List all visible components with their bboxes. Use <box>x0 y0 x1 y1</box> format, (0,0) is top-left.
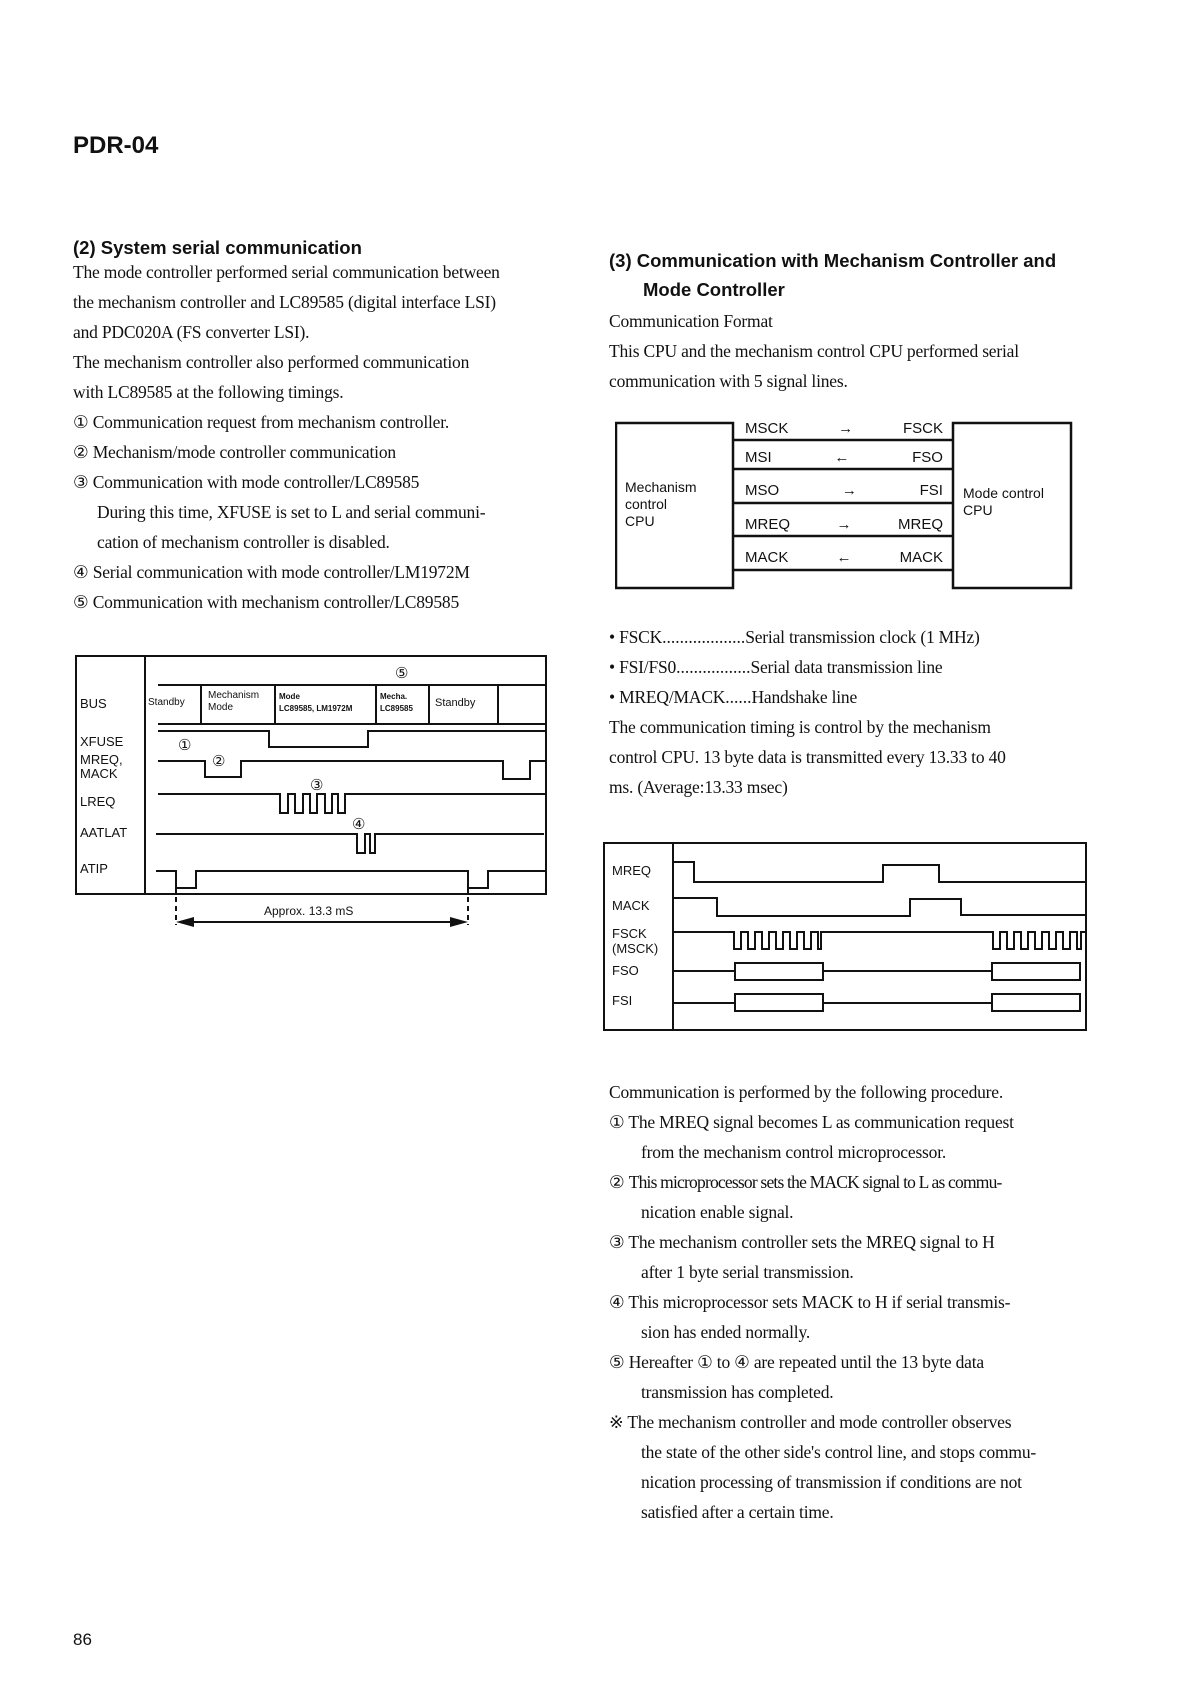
system-timing-diagram <box>70 650 560 930</box>
procedure-step-5 <box>609 1347 1094 1377</box>
procedure-step-1 <box>609 1107 1094 1137</box>
signal-label-fso: FSO <box>612 963 639 978</box>
signal-left: MSCK <box>745 420 789 437</box>
intro-line: communication with 5 signal lines. <box>609 371 848 391</box>
marker: ② <box>73 442 89 462</box>
step-text-cont: after 1 byte serial transmission. <box>641 1262 854 1282</box>
leader-dots: ................. <box>676 657 751 677</box>
paragraph-line: the mechanism controller and LC89585 (digital interface LSI) <box>73 292 496 312</box>
bus-segment-line: Mecha. <box>380 692 408 701</box>
page-header-model: PDR-04 <box>73 132 159 159</box>
signal-label-bus: BUS <box>80 696 107 711</box>
marker-1: ① <box>178 738 192 754</box>
signal-row-mso <box>745 482 943 499</box>
note-text-cont: nication processing of transmission if conditions are not <box>641 1472 1022 1492</box>
step-text: The MREQ signal becomes L as communication request <box>628 1112 1014 1132</box>
signal-definitions <box>609 622 1089 802</box>
bus-segment-standby-2: Standby <box>435 697 476 709</box>
marker: ③ <box>609 1232 625 1252</box>
right-intro <box>609 306 1089 396</box>
leader-dots: ...... <box>725 687 752 707</box>
marker-3: ③ <box>310 778 324 794</box>
leader-dots: ................... <box>662 627 746 647</box>
signal-row-msck <box>745 420 943 437</box>
step-text-cont: transmission has completed. <box>641 1382 834 1402</box>
signal-label-atip: ATIP <box>80 861 108 876</box>
arrow-right-icon: → <box>841 482 857 499</box>
marker: ② <box>609 1172 625 1192</box>
signal-row-msi <box>745 449 943 466</box>
procedure-note <box>609 1407 1094 1437</box>
signal-label-mreq: MREQ <box>612 863 651 878</box>
signal-label-xfuse: XFUSE <box>80 734 124 749</box>
timing-text: Communication with mechanism controller/LC89585 <box>92 592 459 612</box>
arrow-right-icon: → <box>836 516 852 533</box>
step-text: This microprocessor sets MACK to H if serial transmis- <box>628 1292 1011 1312</box>
paragraph-line: The mechanism controller also performed communication <box>73 352 470 372</box>
timing-text: Serial communication with mode controller/LM1972M <box>92 562 470 582</box>
section-title-line: Mode Controller <box>643 279 785 300</box>
bus-segment-mode-lc89585 <box>279 691 352 715</box>
bus-segment-line: Mechanism <box>208 690 260 701</box>
left-paragraph <box>73 257 553 617</box>
bus-segment-line: LC89585, LM1972M <box>279 704 353 713</box>
paragraph-line: The mode controller performed serial communication between <box>73 262 500 282</box>
procedure-step-2 <box>609 1167 1094 1197</box>
marker-5: ⑤ <box>395 666 409 682</box>
step-text-cont: nication enable signal. <box>641 1202 794 1222</box>
step-text: This microprocessor sets the MACK signal to L as commu- <box>628 1172 1002 1192</box>
step-text-cont: from the mechanism control microprocessor. <box>641 1142 947 1162</box>
marker: ④ <box>73 562 89 582</box>
procedure-list <box>609 1077 1094 1527</box>
definition-fsck <box>609 622 1089 652</box>
marker-4: ④ <box>352 817 366 833</box>
definition-fsi-fso <box>609 652 1089 682</box>
definition-desc: Serial transmission clock (1 MHz) <box>745 627 980 647</box>
signal-right: FSI <box>919 482 943 499</box>
definition-desc: Serial data transmission line <box>750 657 943 677</box>
marker: ① <box>73 412 89 432</box>
handshake-timing-diagram <box>603 838 1088 1038</box>
timing-item-1 <box>73 407 553 437</box>
signal-left: MREQ <box>745 516 790 533</box>
definition-mreq-mack <box>609 682 1089 712</box>
definition-term: • FSI/FS0 <box>609 657 677 677</box>
signal-row-mreq <box>745 516 943 533</box>
bus-segment-mechanism-mode <box>208 690 259 714</box>
signal-label-mreq: MREQ, <box>80 752 123 767</box>
section-title-mechanism-mode <box>609 246 1056 304</box>
page-number: 86 <box>73 1630 92 1649</box>
block-line: control <box>625 496 668 512</box>
block-line: CPU <box>625 513 655 529</box>
signal-row-mack <box>745 549 943 566</box>
timing-item-3 <box>73 467 553 497</box>
signal-right: MREQ <box>898 516 943 533</box>
marker: ④ <box>609 1292 625 1312</box>
procedure-step-3 <box>609 1227 1094 1257</box>
paragraph-line: with LC89585 at the following timings. <box>73 382 344 402</box>
signal-label-fsi: FSI <box>612 993 633 1008</box>
section-title-system-serial: (2) System serial communication <box>73 237 362 258</box>
note-text-cont: satisfied after a certain time. <box>641 1502 834 1522</box>
period-label: Approx. 13.3 mS <box>264 904 354 918</box>
procedure-intro: Communication is performed by the following procedure. <box>609 1082 1004 1102</box>
procedure-step-4 <box>609 1287 1094 1317</box>
timing-item-2 <box>73 437 553 467</box>
arrow-right-icon: → <box>838 420 854 437</box>
signal-label-aatlat: AATLAT <box>80 825 128 840</box>
step-text-cont: sion has ended normally. <box>641 1322 811 1342</box>
intro-line: This CPU and the mechanism control CPU performed serial <box>609 341 1019 361</box>
timing-text: Mechanism/mode controller communication <box>92 442 396 462</box>
handshake-diagram-svg <box>603 838 1088 1038</box>
signal-line-block-diagram <box>615 415 1075 600</box>
bus-segment-line: Mode <box>279 692 300 701</box>
marker: ① <box>609 1112 625 1132</box>
block-line: Mechanism <box>625 479 697 495</box>
signal-right: MACK <box>899 549 943 566</box>
arrow-left-icon: ← <box>834 449 850 466</box>
signal-left: MACK <box>745 549 789 566</box>
marker: ⑤ <box>73 592 89 612</box>
step-text: The mechanism controller sets the MREQ signal to H <box>628 1232 995 1252</box>
bus-segment-line: Mode <box>208 702 234 713</box>
section-title-line: (3) Communication with Mechanism Controller and <box>609 250 1057 271</box>
bus-segment-mecha-lc89585 <box>380 691 413 715</box>
timing-item-5 <box>73 587 553 617</box>
timing-text-line: ms. (Average:13.33 msec) <box>609 777 788 797</box>
timing-text: Communication with mode controller/LC89585 <box>92 472 420 492</box>
mode-control-cpu-block <box>963 485 1044 519</box>
mechanism-control-cpu-block <box>625 479 697 530</box>
marker: ⑤ <box>609 1352 625 1372</box>
bus-segment-standby: Standby <box>148 697 185 708</box>
note-text: The mechanism controller and mode controller observes <box>627 1412 1012 1432</box>
arrow-left-icon: ← <box>836 549 852 566</box>
definition-term: • FSCK <box>609 627 663 647</box>
definition-desc: Handshake line <box>751 687 858 707</box>
signal-left: MSO <box>745 482 780 499</box>
communication-format-label: Communication Format <box>609 311 773 331</box>
timing-text-line: The communication timing is control by the mechanism <box>609 717 991 737</box>
timing-text: Communication request from mechanism controller. <box>92 412 450 432</box>
marker: ③ <box>73 472 89 492</box>
step-text: Hereafter ① to ④ are repeated until the 13 byte data <box>628 1352 984 1372</box>
note-text-cont: the state of the other side's control line, and stops commu- <box>641 1442 1037 1462</box>
signal-label-msck: (MSCK) <box>612 941 659 956</box>
block-line: CPU <box>963 502 993 518</box>
definition-term: • MREQ/MACK <box>609 687 726 707</box>
paragraph-line: and PDC020A (FS converter LSI). <box>73 322 310 342</box>
signal-label-fsck: FSCK <box>612 926 647 941</box>
signal-right: FSCK <box>902 420 943 437</box>
timing-item-4 <box>73 557 553 587</box>
bus-segment-line: LC89585 <box>380 704 413 713</box>
signal-label-lreq: LREQ <box>80 794 116 809</box>
block-line: Mode control <box>963 485 1044 501</box>
signal-left: MSI <box>745 449 772 466</box>
signal-right: FSO <box>912 449 943 466</box>
signal-label-mack: MACK <box>612 898 650 913</box>
timing-item-3-cont: cation of mechanism controller is disabled. <box>97 532 390 552</box>
timing-text-line: control CPU. 13 byte data is transmitted every 13.33 to 40 <box>609 747 1006 767</box>
timing-item-3-cont: During this time, XFUSE is set to L and serial communi- <box>97 502 486 522</box>
marker-2: ② <box>212 754 226 770</box>
reference-mark-icon: ※ <box>609 1412 624 1432</box>
signal-label-mack: MACK <box>80 766 118 781</box>
